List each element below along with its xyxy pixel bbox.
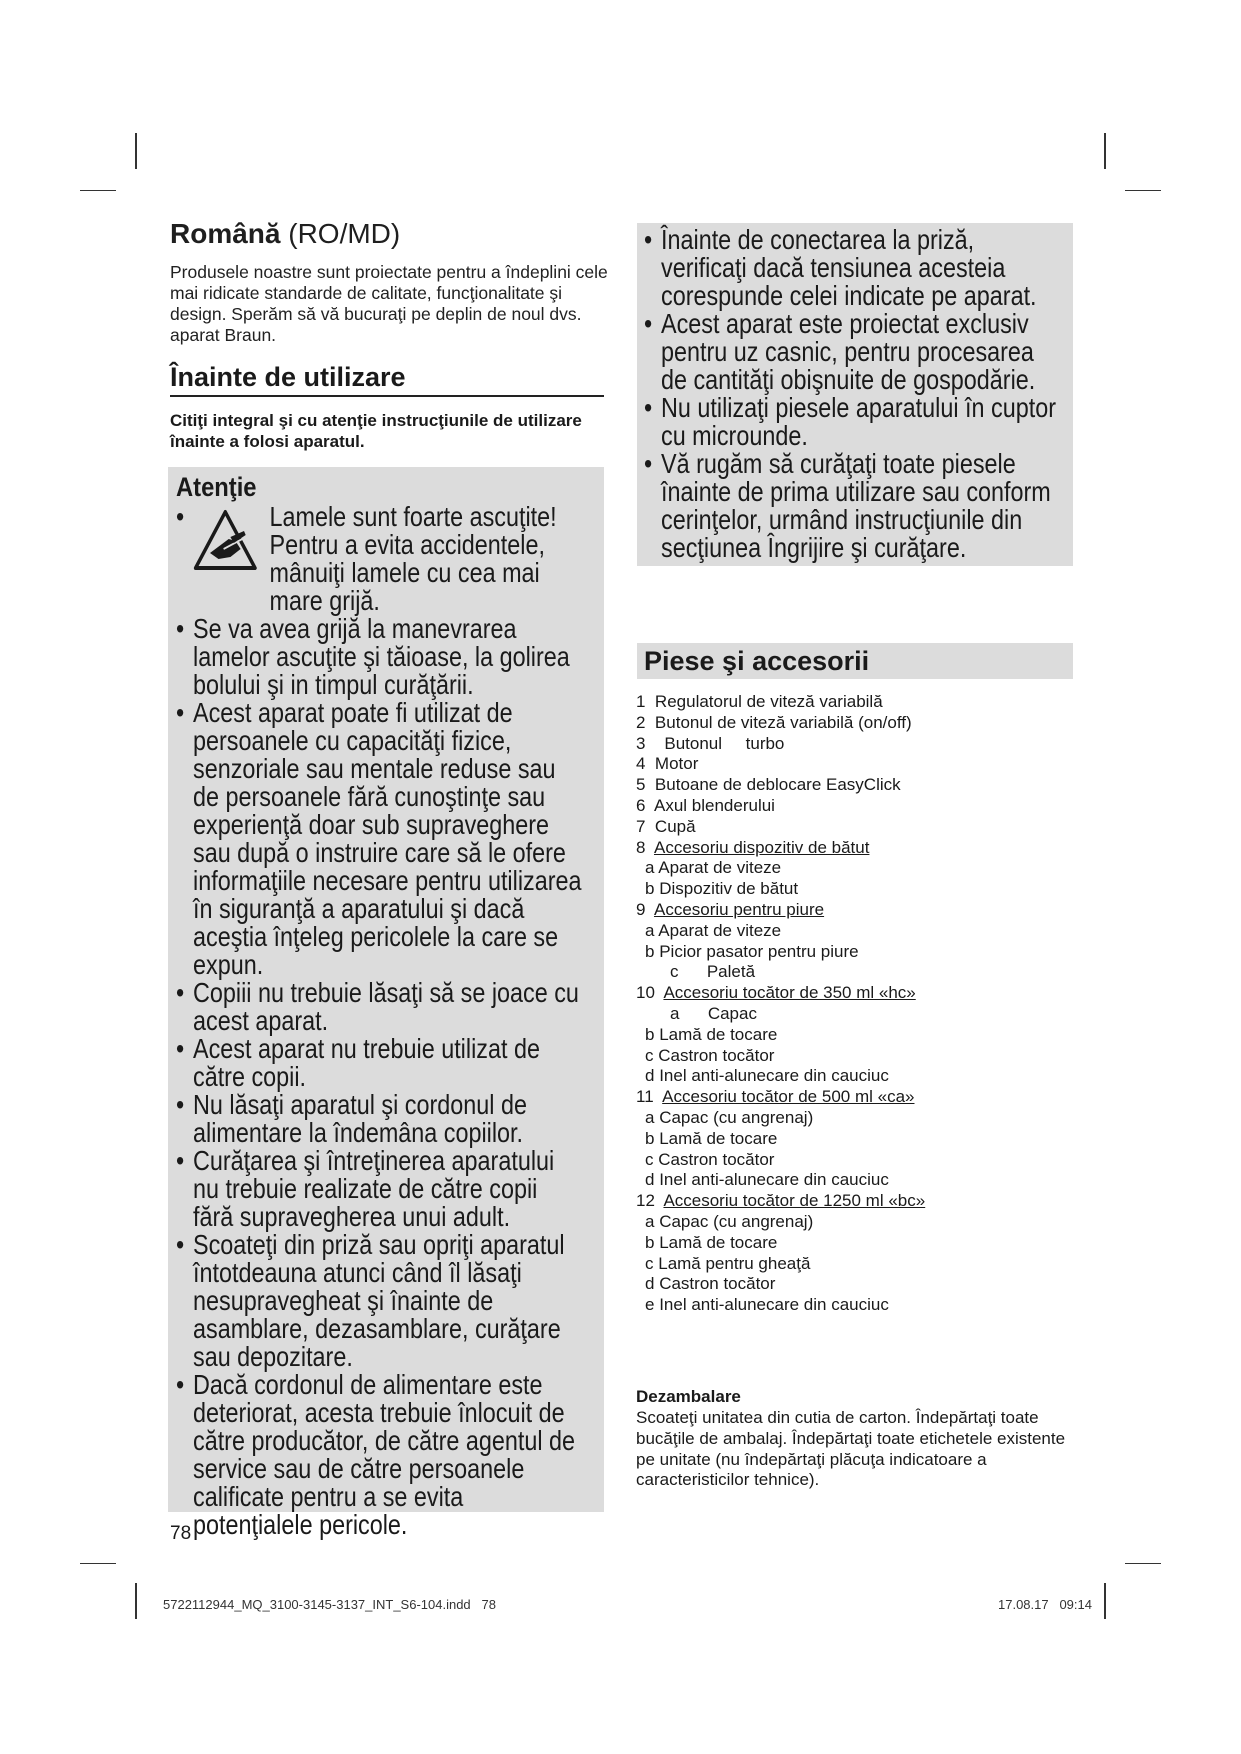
part-label: Lamă de tocare (659, 1128, 778, 1148)
part-number: 10 (636, 983, 655, 1003)
part-row (636, 734, 1076, 755)
part-letter: a (645, 858, 655, 878)
part-row (636, 962, 1076, 983)
part-label: Paletă (706, 962, 756, 982)
precaution-text: Vă rugăm să curăţaţi toate piesele înainte de prima utilizare sau conform cerinţelor, urmând instrucţiunile din secţiunea Îngrijire şi curăţare. (661, 448, 1051, 563)
part-number: 3 (636, 733, 646, 753)
part-row (636, 1108, 1076, 1129)
part-row (636, 1150, 1076, 1171)
intro-paragraph: Produsele noastre sunt proiectate pentru a îndeplini cele mai ridicate standarde de calitate, funcţionalitate şi design. Sperăm să vă bucuraţi pe deplin de noul dvs. aparat Braun. (170, 262, 608, 345)
part-number: 11 (636, 1087, 654, 1107)
precaution-item (644, 394, 1065, 450)
part-number: 12 (636, 1191, 655, 1211)
part-letter: c (670, 962, 679, 982)
part-number: 4 (636, 754, 646, 774)
crop-mark (1125, 1563, 1161, 1564)
part-letter: b (645, 879, 655, 899)
bullet: • (644, 448, 653, 479)
part-label: Lamă de tocare (659, 1232, 778, 1252)
part-label: Dispozitiv de bătut (659, 879, 799, 899)
warning-text: Copiii nu trebuie lăsaţi să se joace cu acest aparat. (193, 977, 579, 1036)
bullet: • (176, 1369, 185, 1400)
part-number: 2 (636, 712, 646, 732)
part-row (636, 1129, 1076, 1150)
part-letter: a (645, 1107, 655, 1127)
part-row (636, 921, 1076, 942)
part-letter: a (645, 920, 655, 940)
part-letter: d (645, 1066, 655, 1086)
part-label: Axul blenderului (653, 795, 775, 815)
page-number: 78 (170, 1523, 192, 1544)
part-letter: e (645, 1295, 655, 1315)
part-label: Accesoriu pentru piure (653, 899, 825, 919)
part-row (636, 879, 1076, 900)
part-label: Lamă de tocare (659, 1024, 778, 1044)
warning-item (176, 1231, 584, 1371)
part-number: 5 (636, 775, 646, 795)
precaution-item (644, 450, 1065, 562)
unpacking-text: Scoateţi unitatea din cutia de carton. Îndepărtaţi toate bucăţile de ambalaj. Îndepărtaţi toate etichetele existente pe unitate (nu îndepărtaţi plăcuţa indicatoare a caracteristicilor tehnice). (636, 1408, 1066, 1490)
bullet: • (176, 501, 185, 532)
warning-title: Atenţie (176, 472, 257, 502)
warning-item (176, 1091, 584, 1147)
part-label: Capac (cu angrenaj) (659, 1211, 814, 1231)
warning-text: Acest aparat nu trebuie utilizat de către copii. (193, 1033, 540, 1092)
part-letter: b (645, 1024, 655, 1044)
language-title (170, 218, 400, 250)
bullet: • (176, 613, 185, 644)
part-label: Butoane de deblocare EasyClick (654, 775, 901, 795)
part-row (636, 775, 1076, 796)
part-letter: c (645, 1045, 654, 1065)
part-row (636, 942, 1076, 963)
part-row (636, 900, 1076, 921)
hand-blade-warning-icon (193, 509, 258, 571)
part-letter: c (645, 1149, 654, 1169)
part-row (636, 1274, 1076, 1295)
part-row (636, 1295, 1076, 1316)
part-label: Castron tocător (658, 1045, 775, 1065)
precaution-text: Acest aparat este proiectat exclusiv pentru uz casnic, pentru procesarea de cantităţi obişnuite de gospodărie. (661, 308, 1036, 395)
warning-item (176, 615, 584, 699)
part-label: Castron tocător (659, 1274, 776, 1294)
part-number: 1 (636, 692, 646, 711)
bullet: • (176, 977, 185, 1008)
part-label: Motor (654, 754, 699, 774)
precautions-list (644, 226, 1065, 562)
crop-mark (1125, 190, 1161, 191)
part-row (636, 838, 1076, 859)
part-label: Regulatorul de viteză variabilă (654, 692, 883, 711)
warning-text: Se va avea grijă la manevrarea lamelor ascuţite şi tăioase, la golirea bolului şi in timpul curăţării. (193, 613, 570, 700)
precaution-text: Nu utilizaţi piesele aparatului în cuptor cu microunde. (661, 392, 1057, 451)
part-row (636, 817, 1076, 838)
part-label: Capac (cu angrenaj) (659, 1107, 814, 1127)
part-label: Butonul de viteză variabilă (on/off) (654, 712, 912, 732)
parts-heading: Piese şi accesorii (644, 646, 870, 676)
bullet: • (176, 1229, 185, 1260)
part-row (636, 1212, 1076, 1233)
warning-item (176, 1147, 584, 1231)
part-row (636, 1025, 1076, 1046)
warning-text: Nu lăsaţi aparatul şi cordonul de alimentare la îndemâna copiilor. (193, 1089, 527, 1148)
crop-mark (1104, 133, 1106, 169)
part-label: Butonul turbo (654, 733, 785, 753)
part-letter: b (645, 1232, 655, 1252)
part-row (636, 1170, 1076, 1191)
warning-item (176, 699, 584, 979)
part-row (636, 1233, 1076, 1254)
part-label: Capac (707, 1003, 757, 1023)
warning-item (176, 503, 584, 615)
warning-text: Dacă cordonul de alimentare este deteriorat, acesta trebuie înlocuit de către producător, de către agentul de service sau de către persoanele calificate pentru a se evita potenţialele pericole. (193, 1369, 576, 1540)
part-letter: c (645, 1253, 654, 1273)
precaution-text: Înainte de conectarea la priză, verificaţi dacă tensiunea acesteia corespunde celei indicate pe aparat. (661, 224, 1037, 311)
part-number: 6 (636, 795, 646, 815)
bullet: • (176, 1089, 185, 1120)
part-label: Inel anti-alunecare din cauciuc (659, 1066, 889, 1086)
part-label: Aparat de viteze (658, 920, 782, 940)
part-label: Cupă (654, 816, 696, 836)
before-use-heading: Înainte de utilizare (170, 362, 604, 397)
warning-list (176, 503, 584, 1539)
parts-list (636, 692, 1076, 1316)
footer-filename: 5722112944_MQ_3100-3145-3137_INT_S6-104.indd 78 (163, 1597, 496, 1612)
crop-mark (135, 133, 137, 169)
unpacking-title: Dezambalare (636, 1387, 741, 1406)
warning-text: Lamele sunt foarte ascuţite! Pentru a evita accidentele, mânuiţi lamele cu cea mai mare grijă. (269, 501, 557, 616)
part-label: Accesoriu tocător de 1250 ml «bc» (663, 1191, 926, 1211)
bullet: • (176, 697, 185, 728)
crop-mark (1104, 1583, 1106, 1619)
part-row (636, 1087, 1076, 1108)
part-row (636, 796, 1076, 817)
part-label: Inel anti-alunecare din cauciuc (659, 1170, 889, 1190)
bullet: • (644, 308, 653, 339)
part-label: Lamă pentru gheaţă (658, 1253, 811, 1273)
part-number: 7 (636, 816, 646, 836)
part-label: Inel anti-alunecare din cauciuc (659, 1295, 889, 1315)
part-row (636, 983, 1076, 1004)
warning-item (176, 1371, 584, 1539)
part-letter: b (645, 1128, 655, 1148)
part-letter: d (645, 1170, 655, 1190)
warning-text: Scoateţi din priză sau opriţi aparatul întotdeauna atunci când îl lăsaţi nesupravegheat şi înainte de asamblare, dezasamblare, curăţare sau depozitare. (193, 1229, 565, 1372)
part-row (636, 1046, 1076, 1067)
language-code: (RO/MD) (288, 218, 401, 249)
part-row (636, 1254, 1076, 1275)
crop-mark (80, 190, 116, 191)
bullet: • (644, 224, 653, 255)
part-label: Accesoriu tocător de 350 ml «hc» (663, 983, 916, 1003)
part-label: Accesoriu dispozitiv de bătut (653, 837, 870, 857)
precaution-item (644, 226, 1065, 310)
part-label: Castron tocător (658, 1149, 775, 1169)
warning-item (176, 979, 584, 1035)
part-letter: a (645, 1211, 655, 1231)
part-row (636, 1004, 1076, 1025)
part-row (636, 713, 1076, 734)
crop-mark (135, 1583, 137, 1619)
part-row (636, 692, 1076, 713)
crop-mark (80, 1563, 116, 1564)
bullet: • (644, 392, 653, 423)
part-label: Accesoriu tocător de 500 ml «ca» (662, 1087, 915, 1107)
language-name: Română (170, 218, 281, 249)
part-label: Picior pasator pentru piure (659, 941, 859, 961)
warning-item (176, 1035, 584, 1091)
read-instructions-note: Citiţi integral şi cu atenţie instrucţiunile de utilizare înainte a folosi aparatul. (170, 411, 582, 451)
part-number: 8 (636, 837, 646, 857)
part-label: Aparat de viteze (658, 858, 782, 878)
part-letter: b (645, 941, 655, 961)
part-row (636, 754, 1076, 775)
part-row (636, 1066, 1076, 1087)
part-row (636, 858, 1076, 879)
part-letter: d (645, 1274, 655, 1294)
part-letter: a (670, 1003, 680, 1023)
warning-text: Acest aparat poate fi utilizat de persoanele cu capacităţi fizice, senzoriale sau mentale reduse sau de persoanele fără cunoştinţe sau experienţă doar sub supraveghere sau după o instruire care să le ofere informaţiile necesare pentru utilizarea în siguranţă a aparatului şi dacă aceştia înţeleg pericolele la care se expun. (193, 697, 582, 980)
warning-text: Curăţarea şi întreţinerea aparatului nu trebuie realizate de către copii fără supravegherea unui adult. (193, 1145, 555, 1232)
bullet: • (176, 1033, 185, 1064)
bullet: • (176, 1145, 185, 1176)
footer-date: 17.08.17 09:14 (998, 1597, 1092, 1612)
part-row (636, 1191, 1076, 1212)
precaution-item (644, 310, 1065, 394)
part-number: 9 (636, 899, 646, 919)
